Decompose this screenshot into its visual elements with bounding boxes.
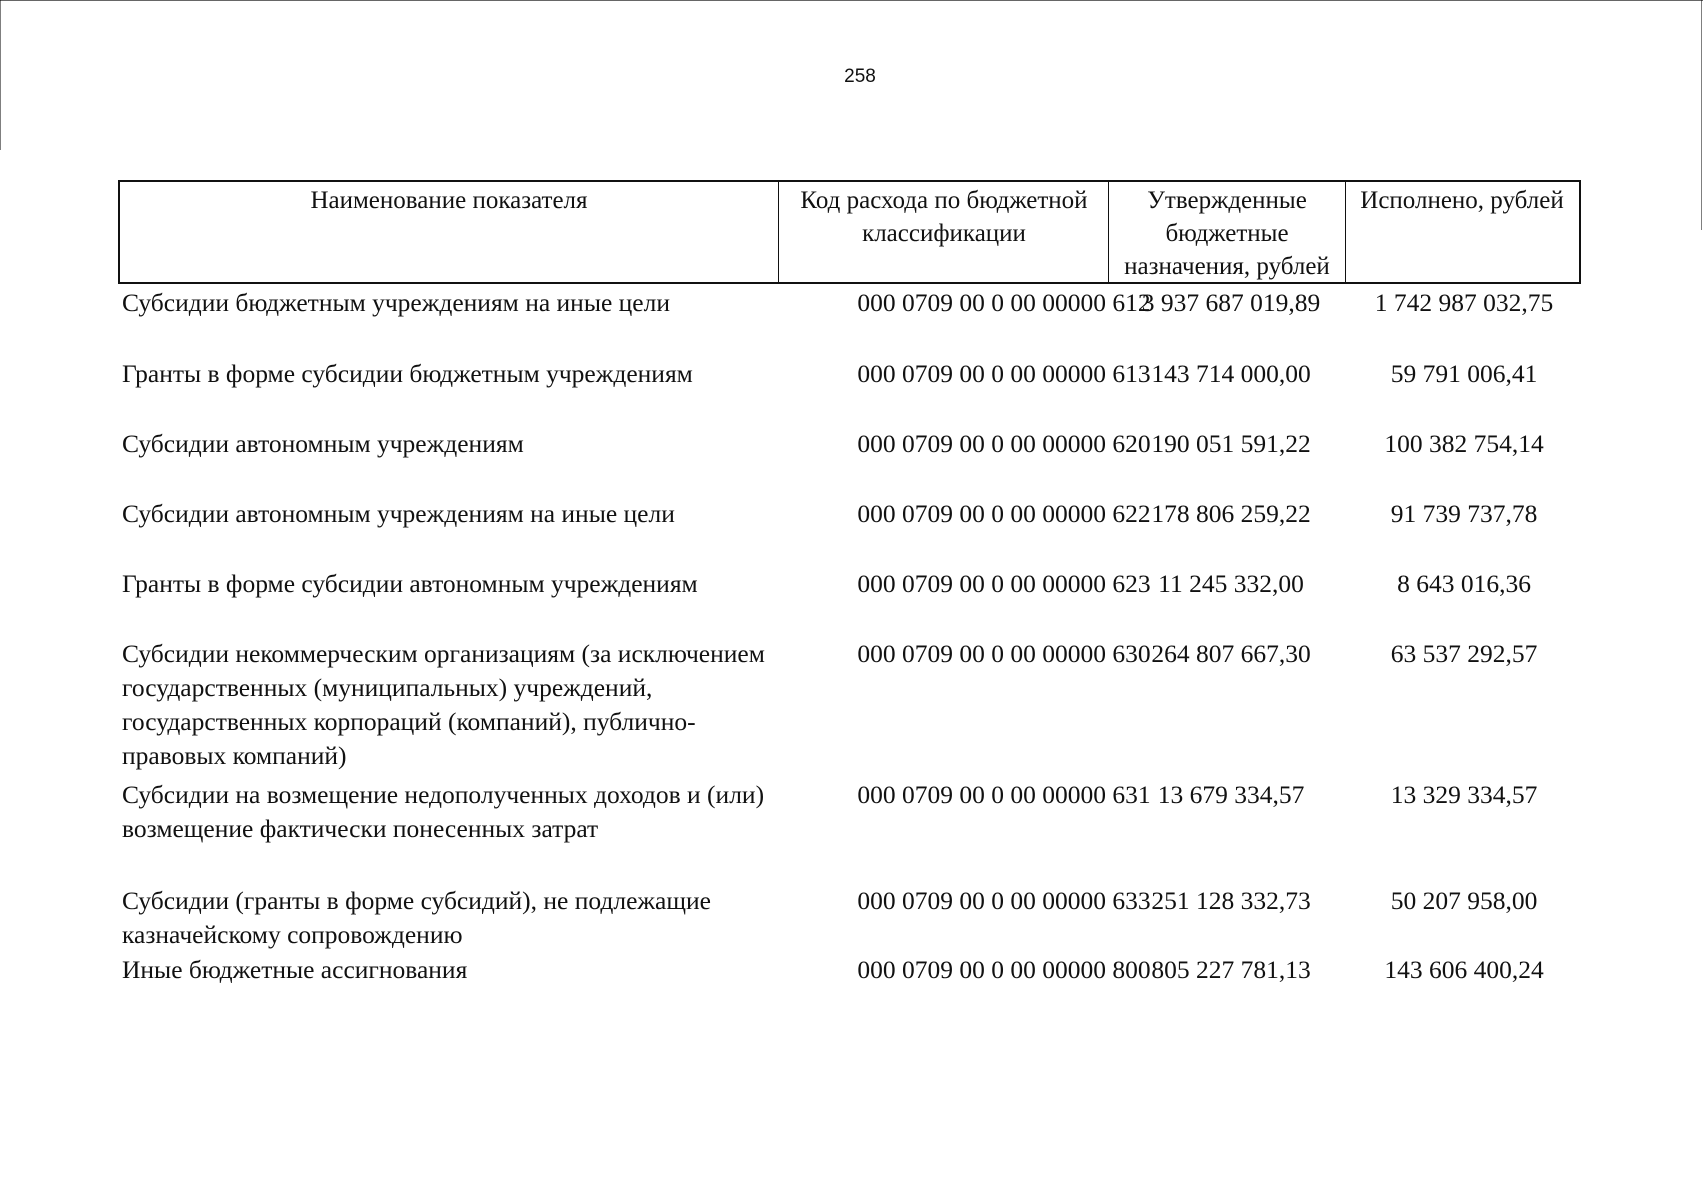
row-plan: 13 679 334,57 [1157, 780, 1305, 809]
row-code: 000 0709 00 0 00 00000 633 [857, 886, 1151, 915]
row-plan: 190 051 591,22 [1151, 429, 1311, 458]
row-name: Субсидии автономным учреждениям [122, 429, 524, 458]
row-code: 000 0709 00 0 00 00000 622 [857, 499, 1151, 528]
row-code: 000 0709 00 0 00 00000 623 [857, 569, 1151, 598]
header-done: Исполнено, рублей [1360, 187, 1564, 214]
row-name: Гранты в форме субсидии автономным учреждениям [122, 569, 698, 598]
row-name: Субсидии (гранты в форме субсидий), не подлежащие казначейскому сопровождению [122, 886, 711, 949]
row-code: 000 0709 00 0 00 00000 800 [857, 955, 1151, 984]
row-code: 000 0709 00 0 00 00000 620 [857, 429, 1151, 458]
header-divider [778, 182, 779, 282]
row-name: Субсидии некоммерческим организациям (за исключением государственных (муниципальных) учреждений, государственных корпораций (компаний), публично-правовых компаний) [122, 639, 765, 770]
row-done: 13 329 334,57 [1390, 780, 1538, 809]
row-plan: 11 245 332,00 [1158, 569, 1304, 598]
row-done: 143 606 400,24 [1384, 955, 1544, 984]
row-name: Субсидии на возмещение недополученных доходов и (или) возмещение фактически понесенных затрат [122, 780, 765, 843]
row-done: 100 382 754,14 [1384, 429, 1544, 458]
header-divider [1108, 182, 1109, 282]
row-code: 000 0709 00 0 00 00000 612 [857, 288, 1151, 317]
row-name: Гранты в форме субсидии бюджетным учреждениям [122, 359, 693, 388]
row-plan: 805 227 781,13 [1151, 955, 1311, 984]
row-name: Иные бюджетные ассигнования [122, 955, 468, 984]
header-divider [1345, 182, 1346, 282]
row-name: Субсидии автономным учреждениям на иные цели [122, 499, 675, 528]
row-done: 59 791 006,41 [1390, 359, 1538, 388]
row-done: 50 207 958,00 [1390, 886, 1538, 915]
row-plan: 251 128 332,73 [1151, 886, 1311, 915]
row-plan: 178 806 259,22 [1151, 499, 1311, 528]
scan-left-edge [0, 0, 1, 150]
row-code: 000 0709 00 0 00 00000 631 [857, 780, 1151, 809]
row-plan: 3 937 687 019,89 [1141, 288, 1321, 317]
row-code: 000 0709 00 0 00 00000 613 [857, 359, 1151, 388]
table-header [118, 180, 1581, 284]
row-plan: 264 807 667,30 [1151, 639, 1311, 668]
page-number: 258 [844, 66, 876, 87]
scan-top-edge [0, 0, 1703, 1]
scan-right-edge [1701, 0, 1702, 230]
row-done: 1 742 987 032,75 [1374, 288, 1554, 317]
header-name: Наименование показателя [310, 187, 588, 214]
row-done: 63 537 292,57 [1390, 639, 1538, 668]
header-plan: Утвержденные бюджетные назначения, рублей [1124, 187, 1330, 280]
row-name: Субсидии бюджетным учреждениям на иные цели [122, 288, 670, 317]
row-code: 000 0709 00 0 00 00000 630 [857, 639, 1151, 668]
row-plan: 143 714 000,00 [1151, 359, 1311, 388]
header-code: Код расхода по бюджетной классификации [800, 187, 1088, 247]
row-done: 91 739 737,78 [1390, 499, 1538, 528]
row-done: 8 643 016,36 [1397, 569, 1531, 598]
